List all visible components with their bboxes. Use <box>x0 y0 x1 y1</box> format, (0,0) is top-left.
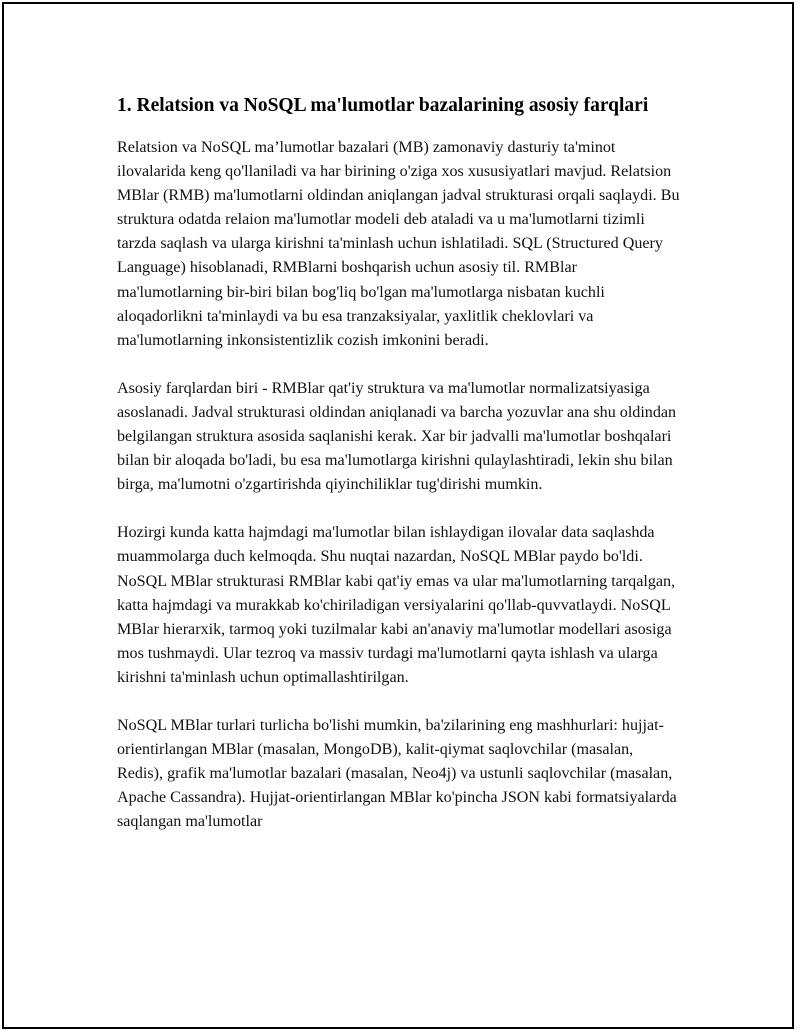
section-heading: 1. Relatsion va NoSQL ma'lumotlar bazalarining asosiy farqlari <box>117 95 649 116</box>
document-body <box>117 92 683 858</box>
paragraph: Hozirgi kunda katta hajmdagi ma'lumotlar bilan ishlaydigan ilovalar data saqlashda muammolarga duch kelmoqda. Shu nuqtai nazardan, NoSQL MBlar paydo bo'ldi. NoSQL MBlar strukturasi RMBlar kabi qat'iy emas va ular ma'lumotlarning tarqalgan, katta hajmdagi va murakkab ko'chiriladigan versiyalarini qo'llab-quvvatlaydi. NoSQL MBlar hierarxik, tarmoq yoki tuzilmalar kabi an'anaviy ma'lumotlar modellari asosiga mos tushmaydi. Ular tezroq va massiv turdagi ma'lumotlarni qayta ishlash va ularga kirishni ta'minlash uchun optimallashtirilgan. <box>117 524 676 686</box>
paragraph: Asosiy farqlardan biri - RMBlar qat'iy struktura va ma'lumotlar normalizatsiyasiga asoslanadi. Jadval strukturasi oldindan aniqlanadi va barcha yozuvlar ana shu oldindan belgilangan struktura asosida saqlanishi kerak. Xar bir jadvalli ma'lumotlar boshqalari bilan bir aloqada bo'ladi, bu esa ma'lumotlarga kirishni qulaylashtiradi, lekin shu bilan birga, ma'lumotni o'zgartirishda qiyinchiliklar tug'dirishi mumkin. <box>117 379 677 494</box>
paragraph: Relatsion va NoSQL ma’lumotlar bazalari (MB) zamonaviy dasturiy ta'minot ilovalarida keng qo'llaniladi va har birining o'ziga xos xususiyatlari mavjud. Relatsion MBlar (RMB) ma'lumotlarni oldindan aniqlangan jadval strukturasi orqali saqlaydi. Bu struktura odatda relaion ma'lumotlar modeli deb ataladi va u ma'lumotlarni tizimli tarzda saqlash va ularga kirishni ta'minlash uchun ishlatiladi. SQL (Structured Query Language) hisoblanadi, RMBlarni boshqarish uchun asosiy til. RMBlar ma'lumotlarning bir-biri bilan bog'liq bo'lgan ma'lumotlarga nisbatan kuchli aloqadorlikni ta'minlaydi va bu esa tranzaksiyalar, yaxlitlik cheklovlari va ma'lumotlarning inkonsistentizlik cozish imkonini beradi. <box>117 139 680 349</box>
paragraph: NoSQL MBlar turlari turlicha bo'lishi mumkin, ba'zilarining eng mashhurlari: hujjat-orientirlangan MBlar (masalan, MongoDB), kalit-qiymat saqlovchilar (masalan, Redis), grafik ma'lumotlar bazalari (masalan, Neo4j) va ustunli saqlovchilar (masalan, Apache Cassandra). Hujjat-orientirlangan MBlar ko'pincha JSON kabi formatsiyalarda saqlangan ma'lumotlar <box>117 716 677 831</box>
